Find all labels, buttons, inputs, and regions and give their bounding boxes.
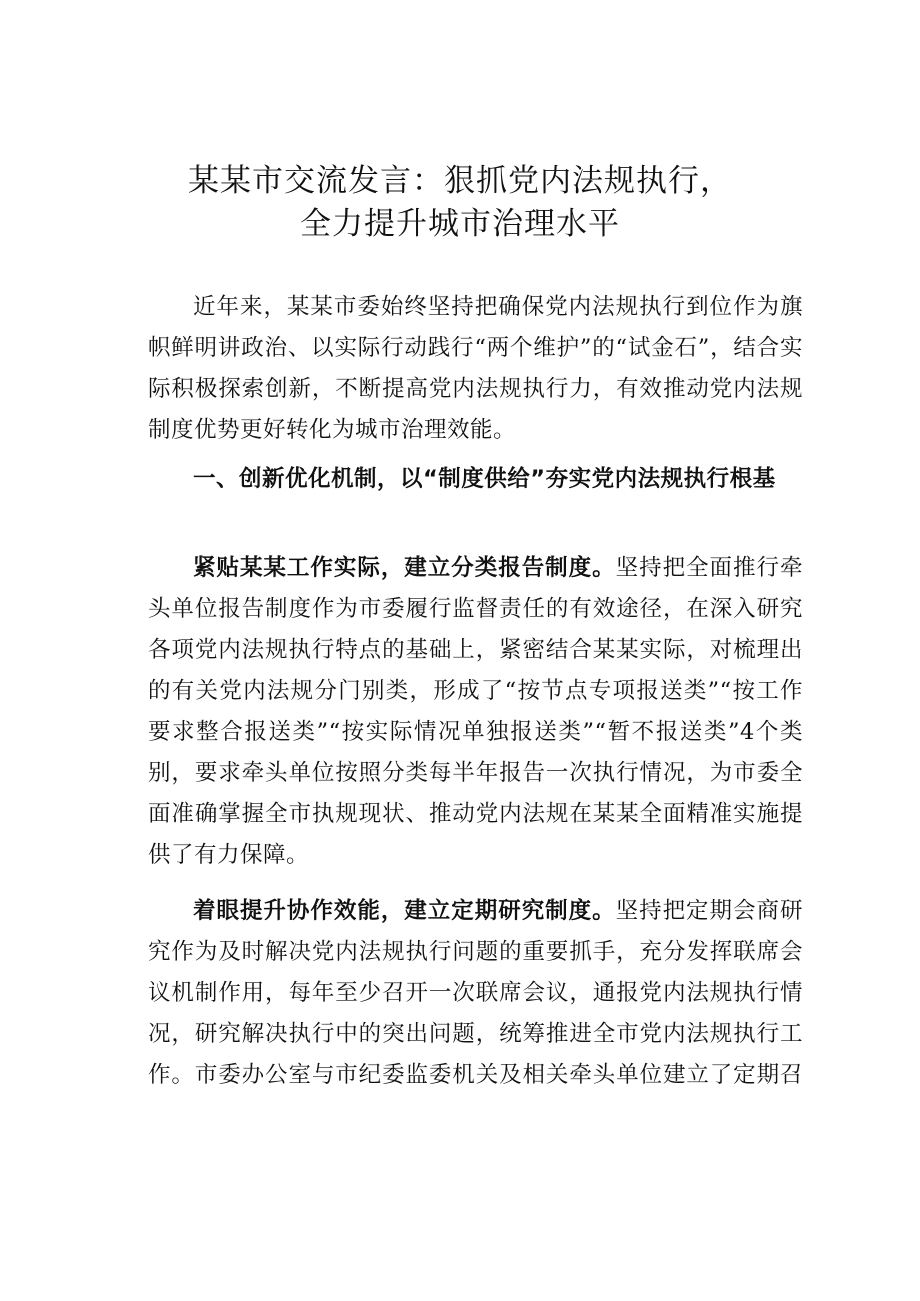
paragraph-2-lead: 着眼提升协作效能，建立定期研究制度。 [193, 898, 616, 924]
paragraph-1-lead: 紧贴某某工作实际，建立分类报告制度。 [193, 555, 616, 581]
paragraph-1-body: 坚持把全面推行牵头单位报告制度作为市委履行监督责任的有效途径，在深入研究各项党内法规执行特点的基础上，紧密结合某某实际，对梳理出的有关党内法规分门别类，形成了“按节点专项报送类”“按工作要求整合报送类”“按实际情况单独报送类”“暂不报送类”4个类别，要求牵头单位按照分类每半年报告一次执行情况，为市委全面准确掌握全市执规现状、推动党内法规在某某全面精准实施提供了有力保障。 [148, 555, 803, 868]
section-1-heading: 一、创新优化机制，以“制度供给”夯实党内法规执行根基 [193, 466, 776, 492]
document-title-line-1: 某某市交流发言：狠抓党内法规执行， [188, 163, 732, 199]
intro-paragraph: 近年来，某某市委始终坚持把确保党内法规执行到位作为旗帜鲜明讲政治、以实际行动践行“两个维护”的“试金石”，结合实际积极探索创新，不断提高党内法规执行力，有效推动党内法规制度优势更好转化为城市治理效能。 [148, 294, 803, 443]
paragraph-1 [148, 548, 803, 876]
document-title-line-2: 全力提升城市治理水平 [300, 206, 620, 242]
paragraph-2 [148, 891, 803, 1096]
paragraph-2-body: 坚持把定期会商研究作为及时解决党内法规执行问题的重要抓手，充分发挥联席会议机制作用，每年至少召开一次联席会议，通报党内法规执行情况，研究解决执行中的突出问题，统筹推进全市党内法规执行工作。市委办公室与市纪委监委机关及相关牵头单位建立了定期召 [148, 898, 803, 1088]
